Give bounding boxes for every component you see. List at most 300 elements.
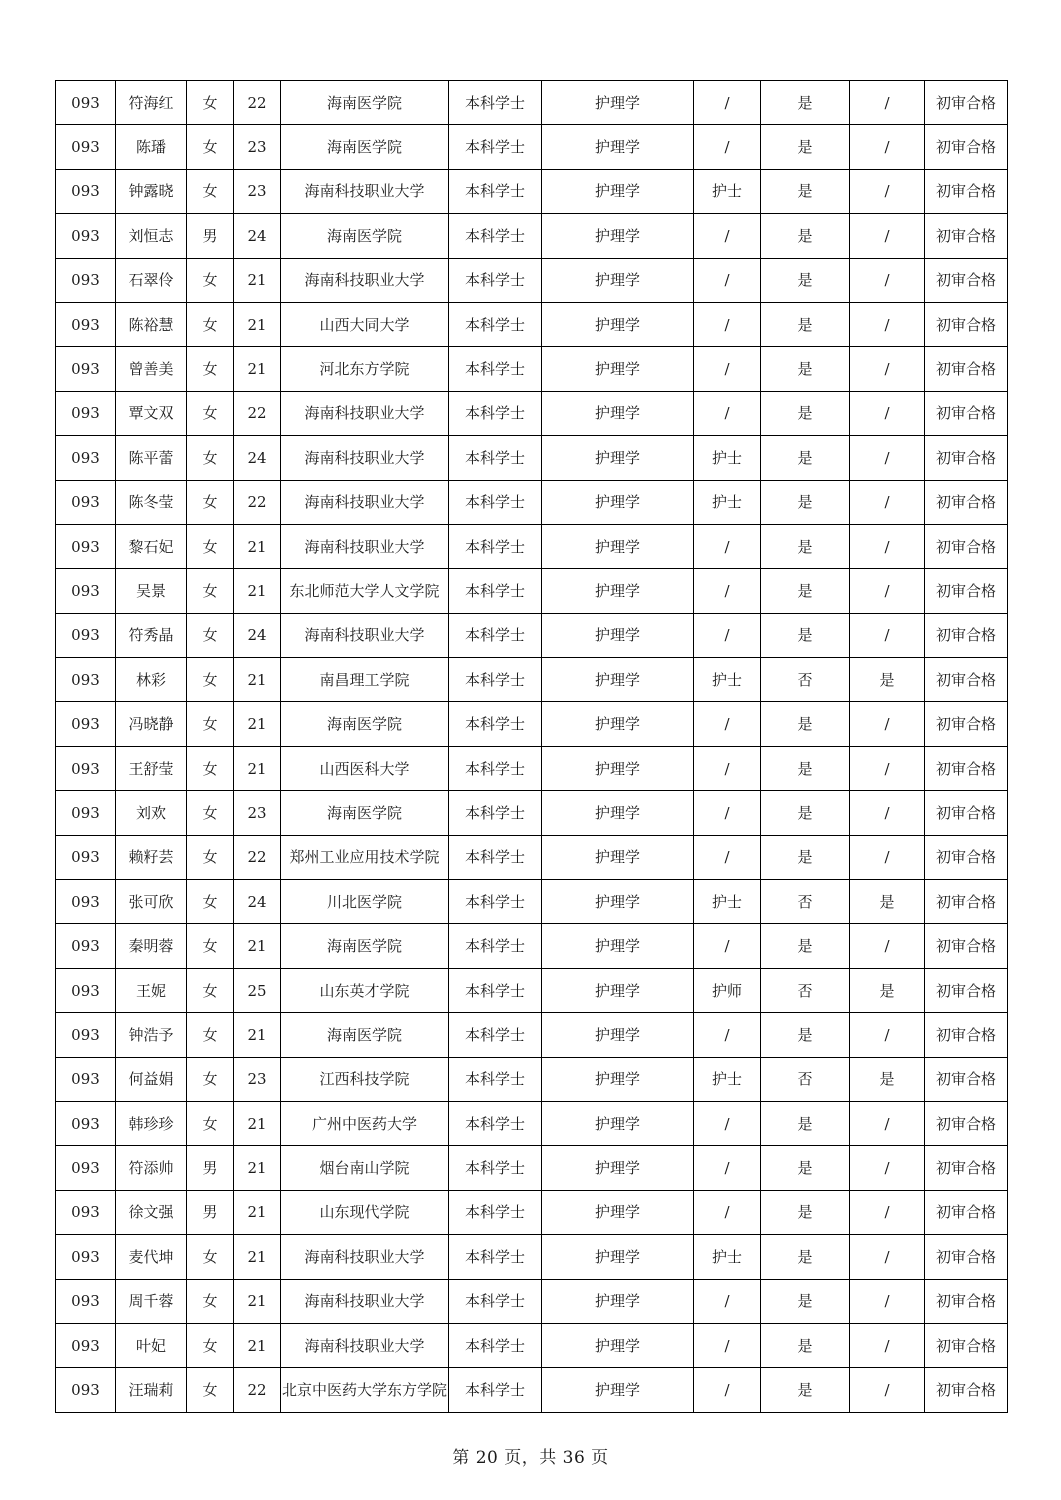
table-row (56, 1146, 1008, 1190)
review-result-cell: 初审合格 (925, 1235, 1008, 1279)
name-cell: 曾善美 (116, 347, 187, 391)
age-cell: 24 (234, 436, 281, 480)
review-result-cell: 初审合格 (925, 1101, 1008, 1145)
review-result-cell: 初审合格 (925, 347, 1008, 391)
major-cell: 护理学 (542, 302, 694, 346)
review-result-cell: 初审合格 (925, 569, 1008, 613)
name-cell: 徐文强 (116, 1190, 187, 1234)
gender-cell: 男 (187, 1146, 234, 1190)
major-cell: 护理学 (542, 524, 694, 568)
gender-cell: 女 (187, 835, 234, 879)
age-cell: 25 (234, 968, 281, 1012)
table-row (56, 1057, 1008, 1101)
name-cell: 吴景 (116, 569, 187, 613)
fresh-graduate-cell: 否 (761, 1057, 850, 1101)
school-cell: 山东现代学院 (281, 1190, 449, 1234)
qualification-cell: / (694, 569, 761, 613)
fresh-graduate-cell: 是 (761, 81, 850, 125)
age-cell: 21 (234, 1146, 281, 1190)
position-code-cell: 093 (56, 1057, 116, 1101)
name-cell: 赖籽芸 (116, 835, 187, 879)
age-cell: 21 (234, 1101, 281, 1145)
qualification-cell: / (694, 125, 761, 169)
age-cell: 24 (234, 613, 281, 657)
degree-cell: 本科学士 (449, 791, 542, 835)
school-cell: 海南科技职业大学 (281, 1323, 449, 1367)
qualification-cell: / (694, 1101, 761, 1145)
table-row (56, 569, 1008, 613)
table-row (56, 169, 1008, 213)
school-cell: 江西科技学院 (281, 1057, 449, 1101)
gender-cell: 女 (187, 924, 234, 968)
age-cell: 21 (234, 569, 281, 613)
review-result-cell: 初审合格 (925, 658, 1008, 702)
position-code-cell: 093 (56, 569, 116, 613)
degree-cell: 本科学士 (449, 1368, 542, 1412)
qualification-cell: / (694, 524, 761, 568)
major-cell: 护理学 (542, 746, 694, 790)
fresh-graduate-cell: 是 (761, 214, 850, 258)
review-result-cell: 初审合格 (925, 391, 1008, 435)
school-cell: 山西大同大学 (281, 302, 449, 346)
work-experience-cell: / (850, 1146, 925, 1190)
age-cell: 21 (234, 658, 281, 702)
gender-cell: 女 (187, 258, 234, 302)
qualification-cell: 护士 (694, 880, 761, 924)
work-experience-cell: / (850, 746, 925, 790)
work-experience-cell: 是 (850, 1057, 925, 1101)
table-row (56, 480, 1008, 524)
qualification-cell: / (694, 791, 761, 835)
fresh-graduate-cell: 是 (761, 391, 850, 435)
work-experience-cell: / (850, 480, 925, 524)
major-cell: 护理学 (542, 1013, 694, 1057)
position-code-cell: 093 (56, 524, 116, 568)
gender-cell: 女 (187, 436, 234, 480)
major-cell: 护理学 (542, 1323, 694, 1367)
review-result-cell: 初审合格 (925, 1013, 1008, 1057)
work-experience-cell: / (850, 81, 925, 125)
gender-cell: 男 (187, 214, 234, 258)
table-row (56, 436, 1008, 480)
review-result-cell: 初审合格 (925, 1190, 1008, 1234)
degree-cell: 本科学士 (449, 924, 542, 968)
qualification-cell: / (694, 835, 761, 879)
name-cell: 石翠伶 (116, 258, 187, 302)
gender-cell: 女 (187, 1057, 234, 1101)
qualification-cell: / (694, 391, 761, 435)
work-experience-cell: / (850, 1368, 925, 1412)
school-cell: 郑州工业应用技术学院 (281, 835, 449, 879)
table-row (56, 924, 1008, 968)
qualification-cell: / (694, 924, 761, 968)
age-cell: 24 (234, 214, 281, 258)
name-cell: 林彩 (116, 658, 187, 702)
work-experience-cell: / (850, 1101, 925, 1145)
review-result-cell: 初审合格 (925, 125, 1008, 169)
degree-cell: 本科学士 (449, 1146, 542, 1190)
major-cell: 护理学 (542, 81, 694, 125)
school-cell: 海南医学院 (281, 214, 449, 258)
major-cell: 护理学 (542, 1190, 694, 1234)
school-cell: 海南医学院 (281, 791, 449, 835)
review-result-cell: 初审合格 (925, 924, 1008, 968)
qualification-cell: 护士 (694, 658, 761, 702)
major-cell: 护理学 (542, 791, 694, 835)
name-cell: 刘恒志 (116, 214, 187, 258)
gender-cell: 女 (187, 125, 234, 169)
fresh-graduate-cell: 是 (761, 1190, 850, 1234)
review-result-cell: 初审合格 (925, 835, 1008, 879)
name-cell: 刘欢 (116, 791, 187, 835)
position-code-cell: 093 (56, 391, 116, 435)
school-cell: 海南科技职业大学 (281, 613, 449, 657)
review-result-cell: 初审合格 (925, 746, 1008, 790)
position-code-cell: 093 (56, 658, 116, 702)
table-row (56, 1323, 1008, 1367)
fresh-graduate-cell: 是 (761, 1279, 850, 1323)
work-experience-cell: / (850, 835, 925, 879)
qualification-cell: / (694, 302, 761, 346)
position-code-cell: 093 (56, 258, 116, 302)
age-cell: 23 (234, 169, 281, 213)
work-experience-cell: / (850, 436, 925, 480)
position-code-cell: 093 (56, 968, 116, 1012)
name-cell: 汪瑞莉 (116, 1368, 187, 1412)
work-experience-cell: / (850, 347, 925, 391)
table-row (56, 1190, 1008, 1234)
review-result-cell: 初审合格 (925, 1279, 1008, 1323)
degree-cell: 本科学士 (449, 258, 542, 302)
gender-cell: 女 (187, 1279, 234, 1323)
age-cell: 22 (234, 835, 281, 879)
degree-cell: 本科学士 (449, 658, 542, 702)
major-cell: 护理学 (542, 569, 694, 613)
school-cell: 海南医学院 (281, 81, 449, 125)
degree-cell: 本科学士 (449, 1013, 542, 1057)
gender-cell: 女 (187, 968, 234, 1012)
gender-cell: 男 (187, 1190, 234, 1234)
name-cell: 韩珍珍 (116, 1101, 187, 1145)
qualification-cell: / (694, 347, 761, 391)
table-row (56, 613, 1008, 657)
position-code-cell: 093 (56, 702, 116, 746)
position-code-cell: 093 (56, 880, 116, 924)
gender-cell: 女 (187, 169, 234, 213)
position-code-cell: 093 (56, 81, 116, 125)
name-cell: 符海红 (116, 81, 187, 125)
school-cell: 海南科技职业大学 (281, 480, 449, 524)
table-row (56, 746, 1008, 790)
major-cell: 护理学 (542, 924, 694, 968)
degree-cell: 本科学士 (449, 347, 542, 391)
school-cell: 海南医学院 (281, 125, 449, 169)
fresh-graduate-cell: 是 (761, 302, 850, 346)
work-experience-cell: / (850, 524, 925, 568)
gender-cell: 女 (187, 524, 234, 568)
school-cell: 山西医科大学 (281, 746, 449, 790)
degree-cell: 本科学士 (449, 480, 542, 524)
school-cell: 海南科技职业大学 (281, 436, 449, 480)
degree-cell: 本科学士 (449, 968, 542, 1012)
degree-cell: 本科学士 (449, 524, 542, 568)
major-cell: 护理学 (542, 1057, 694, 1101)
work-experience-cell: 是 (850, 880, 925, 924)
fresh-graduate-cell: 是 (761, 524, 850, 568)
name-cell: 陈裕慧 (116, 302, 187, 346)
fresh-graduate-cell: 是 (761, 791, 850, 835)
work-experience-cell: 是 (850, 658, 925, 702)
table-row (56, 880, 1008, 924)
position-code-cell: 093 (56, 1101, 116, 1145)
name-cell: 周千蓉 (116, 1279, 187, 1323)
major-cell: 护理学 (542, 125, 694, 169)
degree-cell: 本科学士 (449, 391, 542, 435)
fresh-graduate-cell: 是 (761, 258, 850, 302)
position-code-cell: 093 (56, 1146, 116, 1190)
table-row (56, 1279, 1008, 1323)
degree-cell: 本科学士 (449, 302, 542, 346)
gender-cell: 女 (187, 658, 234, 702)
position-code-cell: 093 (56, 1279, 116, 1323)
school-cell: 海南科技职业大学 (281, 524, 449, 568)
age-cell: 21 (234, 746, 281, 790)
position-code-cell: 093 (56, 746, 116, 790)
review-result-cell: 初审合格 (925, 480, 1008, 524)
degree-cell: 本科学士 (449, 613, 542, 657)
age-cell: 21 (234, 924, 281, 968)
gender-cell: 女 (187, 1101, 234, 1145)
fresh-graduate-cell: 是 (761, 169, 850, 213)
review-result-cell: 初审合格 (925, 302, 1008, 346)
fresh-graduate-cell: 是 (761, 613, 850, 657)
gender-cell: 女 (187, 791, 234, 835)
position-code-cell: 093 (56, 1013, 116, 1057)
review-result-cell: 初审合格 (925, 1146, 1008, 1190)
age-cell: 22 (234, 1368, 281, 1412)
qualification-cell: / (694, 1279, 761, 1323)
review-result-cell: 初审合格 (925, 968, 1008, 1012)
school-cell: 河北东方学院 (281, 347, 449, 391)
review-result-cell: 初审合格 (925, 81, 1008, 125)
major-cell: 护理学 (542, 1235, 694, 1279)
review-result-cell: 初审合格 (925, 1057, 1008, 1101)
major-cell: 护理学 (542, 391, 694, 435)
position-code-cell: 093 (56, 1190, 116, 1234)
review-result-cell: 初审合格 (925, 702, 1008, 746)
gender-cell: 女 (187, 347, 234, 391)
degree-cell: 本科学士 (449, 81, 542, 125)
degree-cell: 本科学士 (449, 746, 542, 790)
age-cell: 21 (234, 1279, 281, 1323)
qualification-cell: / (694, 1368, 761, 1412)
major-cell: 护理学 (542, 880, 694, 924)
fresh-graduate-cell: 否 (761, 658, 850, 702)
name-cell: 何益娟 (116, 1057, 187, 1101)
major-cell: 护理学 (542, 436, 694, 480)
qualification-cell: / (694, 214, 761, 258)
name-cell: 陈冬莹 (116, 480, 187, 524)
fresh-graduate-cell: 是 (761, 835, 850, 879)
school-cell: 海南科技职业大学 (281, 258, 449, 302)
name-cell: 黎石妃 (116, 524, 187, 568)
table-row (56, 214, 1008, 258)
work-experience-cell: / (850, 1190, 925, 1234)
degree-cell: 本科学士 (449, 214, 542, 258)
work-experience-cell: / (850, 791, 925, 835)
work-experience-cell: / (850, 214, 925, 258)
age-cell: 21 (234, 302, 281, 346)
table-row (56, 791, 1008, 835)
qualification-cell: 护士 (694, 1057, 761, 1101)
degree-cell: 本科学士 (449, 1323, 542, 1367)
degree-cell: 本科学士 (449, 436, 542, 480)
review-result-cell: 初审合格 (925, 613, 1008, 657)
major-cell: 护理学 (542, 480, 694, 524)
major-cell: 护理学 (542, 835, 694, 879)
fresh-graduate-cell: 是 (761, 347, 850, 391)
age-cell: 23 (234, 125, 281, 169)
name-cell: 张可欣 (116, 880, 187, 924)
qualification-cell: / (694, 702, 761, 746)
fresh-graduate-cell: 否 (761, 880, 850, 924)
major-cell: 护理学 (542, 613, 694, 657)
gender-cell: 女 (187, 1013, 234, 1057)
major-cell: 护理学 (542, 347, 694, 391)
age-cell: 24 (234, 880, 281, 924)
school-cell: 烟台南山学院 (281, 1146, 449, 1190)
position-code-cell: 093 (56, 791, 116, 835)
name-cell: 冯晓静 (116, 702, 187, 746)
degree-cell: 本科学士 (449, 1057, 542, 1101)
name-cell: 叶妃 (116, 1323, 187, 1367)
major-cell: 护理学 (542, 1101, 694, 1145)
qualification-cell: 护士 (694, 436, 761, 480)
review-result-cell: 初审合格 (925, 524, 1008, 568)
fresh-graduate-cell: 是 (761, 1368, 850, 1412)
gender-cell: 女 (187, 391, 234, 435)
gender-cell: 女 (187, 1235, 234, 1279)
fresh-graduate-cell: 是 (761, 1101, 850, 1145)
gender-cell: 女 (187, 480, 234, 524)
degree-cell: 本科学士 (449, 169, 542, 213)
degree-cell: 本科学士 (449, 1235, 542, 1279)
candidate-table (55, 80, 1008, 1413)
age-cell: 21 (234, 1235, 281, 1279)
position-code-cell: 093 (56, 302, 116, 346)
position-code-cell: 093 (56, 613, 116, 657)
review-result-cell: 初审合格 (925, 1323, 1008, 1367)
table-body (56, 81, 1008, 1413)
school-cell: 海南科技职业大学 (281, 1279, 449, 1323)
degree-cell: 本科学士 (449, 569, 542, 613)
age-cell: 23 (234, 791, 281, 835)
position-code-cell: 093 (56, 214, 116, 258)
fresh-graduate-cell: 是 (761, 746, 850, 790)
review-result-cell: 初审合格 (925, 169, 1008, 213)
school-cell: 东北师范大学人文学院 (281, 569, 449, 613)
work-experience-cell: 是 (850, 968, 925, 1012)
work-experience-cell: / (850, 1323, 925, 1367)
work-experience-cell: / (850, 169, 925, 213)
page-number: 第 20 页，共 36 页 (452, 1448, 609, 1468)
gender-cell: 女 (187, 1323, 234, 1367)
work-experience-cell: / (850, 258, 925, 302)
name-cell: 王舒莹 (116, 746, 187, 790)
school-cell: 海南医学院 (281, 1013, 449, 1057)
major-cell: 护理学 (542, 1368, 694, 1412)
major-cell: 护理学 (542, 169, 694, 213)
qualification-cell: / (694, 746, 761, 790)
degree-cell: 本科学士 (449, 1190, 542, 1234)
position-code-cell: 093 (56, 924, 116, 968)
position-code-cell: 093 (56, 125, 116, 169)
work-experience-cell: / (850, 1279, 925, 1323)
major-cell: 护理学 (542, 1146, 694, 1190)
school-cell: 海南科技职业大学 (281, 1235, 449, 1279)
degree-cell: 本科学士 (449, 1279, 542, 1323)
gender-cell: 女 (187, 613, 234, 657)
major-cell: 护理学 (542, 702, 694, 746)
school-cell: 南昌理工学院 (281, 658, 449, 702)
table-row (56, 968, 1008, 1012)
school-cell: 海南科技职业大学 (281, 169, 449, 213)
position-code-cell: 093 (56, 1323, 116, 1367)
qualification-cell: / (694, 81, 761, 125)
position-code-cell: 093 (56, 480, 116, 524)
fresh-graduate-cell: 否 (761, 968, 850, 1012)
fresh-graduate-cell: 是 (761, 1013, 850, 1057)
school-cell: 山东英才学院 (281, 968, 449, 1012)
qualification-cell: / (694, 1190, 761, 1234)
fresh-graduate-cell: 是 (761, 569, 850, 613)
work-experience-cell: / (850, 391, 925, 435)
age-cell: 22 (234, 391, 281, 435)
position-code-cell: 093 (56, 169, 116, 213)
table-row (56, 391, 1008, 435)
degree-cell: 本科学士 (449, 702, 542, 746)
fresh-graduate-cell: 是 (761, 1323, 850, 1367)
name-cell: 钟浩予 (116, 1013, 187, 1057)
name-cell: 符秀晶 (116, 613, 187, 657)
degree-cell: 本科学士 (449, 835, 542, 879)
table-row (56, 702, 1008, 746)
gender-cell: 女 (187, 880, 234, 924)
school-cell: 海南医学院 (281, 702, 449, 746)
qualification-cell: / (694, 1013, 761, 1057)
age-cell: 23 (234, 1057, 281, 1101)
age-cell: 22 (234, 81, 281, 125)
work-experience-cell: / (850, 924, 925, 968)
gender-cell: 女 (187, 702, 234, 746)
name-cell: 王妮 (116, 968, 187, 1012)
school-cell: 北京中医药大学东方学院 (281, 1368, 449, 1412)
review-result-cell: 初审合格 (925, 214, 1008, 258)
table-row (56, 1368, 1008, 1412)
age-cell: 21 (234, 1323, 281, 1367)
school-cell: 海南医学院 (281, 924, 449, 968)
school-cell: 广州中医药大学 (281, 1101, 449, 1145)
review-result-cell: 初审合格 (925, 791, 1008, 835)
name-cell: 陈平蕾 (116, 436, 187, 480)
major-cell: 护理学 (542, 1279, 694, 1323)
position-code-cell: 093 (56, 835, 116, 879)
age-cell: 21 (234, 1013, 281, 1057)
qualification-cell: / (694, 1146, 761, 1190)
work-experience-cell: / (850, 569, 925, 613)
table-row (56, 1013, 1008, 1057)
review-result-cell: 初审合格 (925, 1368, 1008, 1412)
